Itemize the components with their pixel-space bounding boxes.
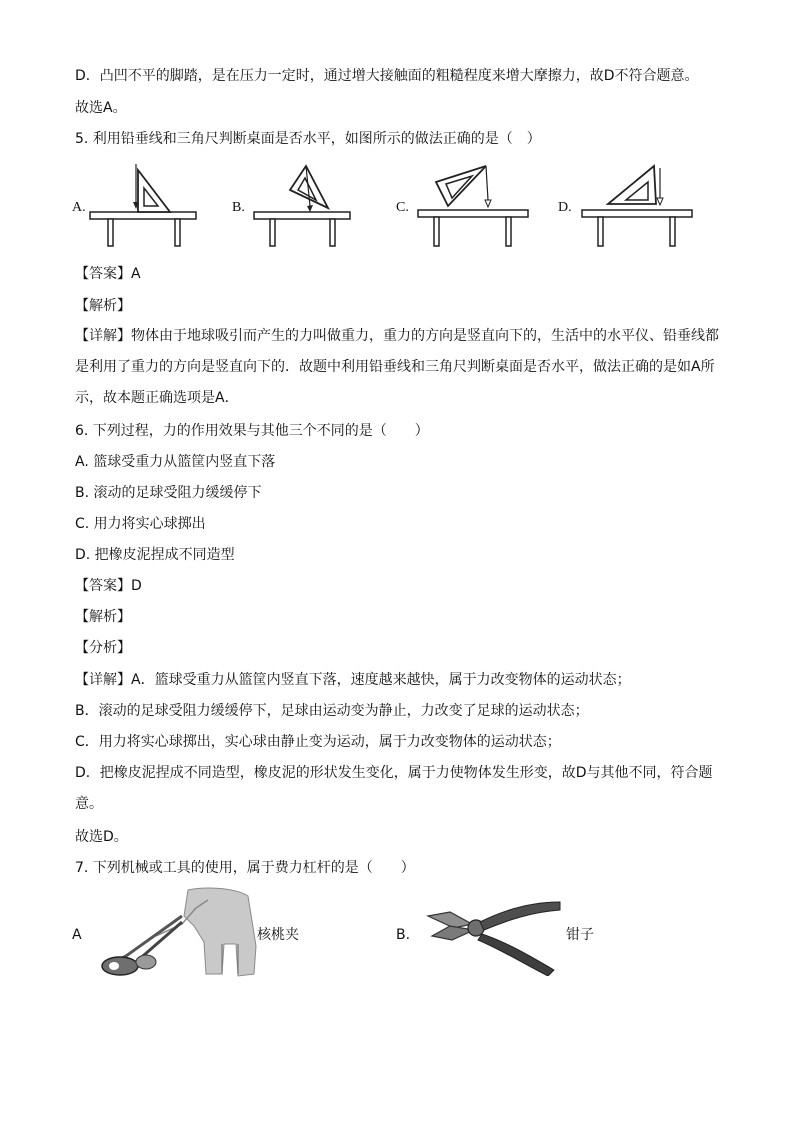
q5-option-d-diagram <box>578 160 696 250</box>
q7-option-b-label: B. <box>396 927 411 943</box>
q5-option-b-label: B. <box>232 200 245 215</box>
q5-option-b-diagram <box>250 160 354 250</box>
q7-option-a-label: A <box>72 927 82 943</box>
q6-detail-a: 【详解】A．篮球受重力从篮筐内竖直下落，速度越来越快，属于力改变物体的运动状态； <box>75 672 631 688</box>
q6-detail-b: B．滚动的足球受阻力缓缓停下，足球由运动变为静止，力改变了足球的运动状态； <box>75 703 589 719</box>
q6-option-d: D. 把橡皮泥捏成不同造型 <box>75 547 235 563</box>
q6-option-b: B. 滚动的足球受阻力缓缓停下 <box>75 485 262 501</box>
q7-option-a-nutcracker-photo <box>96 886 258 978</box>
q5-option-c-label: C. <box>396 200 409 215</box>
q6-detail-d: D．把橡皮泥捏成不同造型，橡皮泥的形状发生变化，属于力使物体发生形变，故D与其他不同，符合题意。 <box>75 765 713 812</box>
q6-stem: 6. 下列过程，力的作用效果与其他三个不同的是（ ） <box>75 423 429 439</box>
q5-analysis-heading: 【解析】 <box>75 298 131 314</box>
q5-stem: 5. 利用铅垂线和三角尺判断桌面是否水平，如图所示的做法正确的是（ ） <box>75 131 541 147</box>
q5-option-d-label: D. <box>558 200 572 215</box>
q7-option-a-caption: 核桃夹 <box>257 927 299 943</box>
q5-answer: 【答案】A <box>75 266 141 282</box>
q6-option-c: C. 用力将实心球掷出 <box>75 516 206 532</box>
q5-option-c-diagram <box>414 160 532 250</box>
q6-analysis-heading: 【解析】 <box>75 609 131 625</box>
q4-option-d-explanation: D．凸凹不平的脚踏，是在压力一定时，通过增大接触面的粗糙程度来增大摩擦力，故D不符合题意。 <box>75 68 699 84</box>
q6-answer: 【答案】D <box>75 578 142 594</box>
q7-stem: 7. 下列机械或工具的使用，属于费力杠杆的是（ ） <box>75 860 415 876</box>
q6-fenxi-heading: 【分析】 <box>75 640 131 656</box>
q6-option-a: A. 篮球受重力从篮筐内竖直下落 <box>75 454 276 470</box>
q6-final-choice: 故选D。 <box>75 829 128 845</box>
q5-detail: 【详解】物体由于地球吸引而产生的力叫做重力，重力的方向是竖直向下的，生活中的水平仪、铅垂线都是利用了重力的方向是竖直向下的．故题中利用铅垂线和三角尺判断桌面是否水平，做法正确的是如A所示，故本题正确选项是A． <box>75 328 719 406</box>
q7-option-b-caption: 钳子 <box>566 927 594 943</box>
q4-final-choice: 故选A。 <box>75 100 127 116</box>
q5-option-a-label: A. <box>72 200 86 215</box>
q6-detail-c: C．用力将实心球掷出，实心球由静止变为运动，属于力改变物体的运动状态； <box>75 734 561 750</box>
q5-option-a-diagram <box>88 160 200 250</box>
q7-option-b-pliers-photo <box>414 888 566 976</box>
